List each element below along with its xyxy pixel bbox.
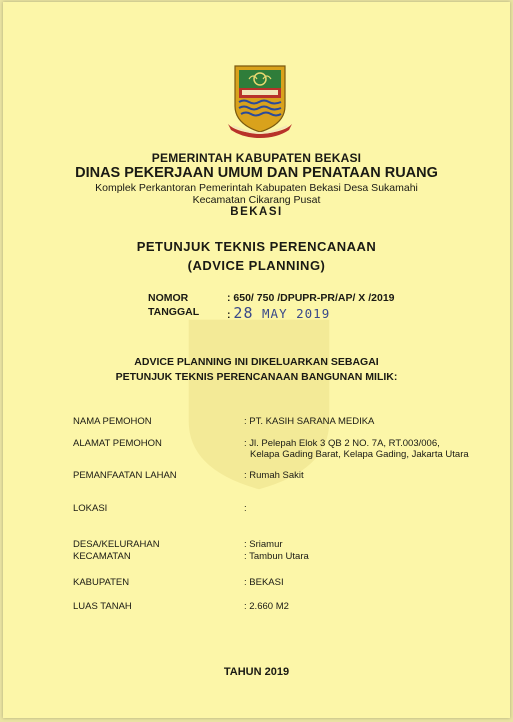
alamat-pemohon-value-line1: : Jl. Pelepah Elok 3 QB 2 NO. 7A, RT.003/006, [244,438,440,449]
date-stamp-day: 28 [233,304,254,322]
nomor-value: : 650/ 750 /DPUPR-PR/AP/ X /2019 [227,292,395,304]
nomor-label: NOMOR [148,292,189,304]
tanggal-label: TANGGAL [148,306,200,318]
nama-pemohon-label: NAMA PEMOHON [73,416,152,427]
office-city: BEKASI [230,206,283,218]
bekasi-crest-icon [227,62,293,138]
office-address-line1: Komplek Perkantoran Pemerintah Kabupaten Bekasi Desa Sukamahi [95,182,418,194]
desa-kelurahan-label: DESA/KELURAHAN [73,539,160,550]
department-name: DINAS PEKERJAAN UMUM DAN PENATAAN RUANG [75,165,438,181]
nama-pemohon-value: : PT. KASIH SARANA MEDIKA [244,416,375,427]
kabupaten-value: : BEKASI [244,577,284,588]
lokasi-label: LOKASI [73,503,108,514]
document-title: PETUNJUK TEKNIS PERENCANAAN [136,239,377,254]
tanggal-value [227,304,330,322]
office-address-line2: Kecamatan Cikarang Pusat [192,194,321,206]
luas-tanah-value: : 2.660 M2 [244,601,289,612]
date-stamp-month-year: MAY 2019 [262,306,331,321]
lokasi-value: : [244,503,247,514]
document-subtitle: (ADVICE PLANNING) [187,258,326,273]
alamat-pemohon-value-line2: Kelapa Gading Barat, Kelapa Gading, Jakarta Utara [250,449,469,460]
alamat-pemohon-label: ALAMAT PEMOHON [73,438,162,449]
government-name: PEMERINTAH KABUPATEN BEKASI [151,151,362,165]
issued-statement-line1: ADVICE PLANNING INI DIKELUARKAN SEBAGAI [134,356,379,368]
pemanfaatan-lahan-value: : Rumah Sakit [244,470,304,481]
kecamatan-value: : Tambun Utara [244,551,309,562]
desa-kelurahan-value: : Sriamur [244,539,283,550]
document-year: TAHUN 2019 [223,666,290,678]
luas-tanah-label: LUAS TANAH [73,601,132,612]
document-page [3,2,510,718]
kecamatan-label: KECAMATAN [73,551,131,562]
kabupaten-label: KABUPATEN [73,577,130,588]
tanggal-colon: : [227,309,231,321]
pemanfaatan-lahan-label: PEMANFAATAN LAHAN [73,470,177,481]
date-stamp [233,306,330,321]
issued-statement-line2: PETUNJUK TEKNIS PERENCANAAN BANGUNAN MILIK: [115,371,398,383]
